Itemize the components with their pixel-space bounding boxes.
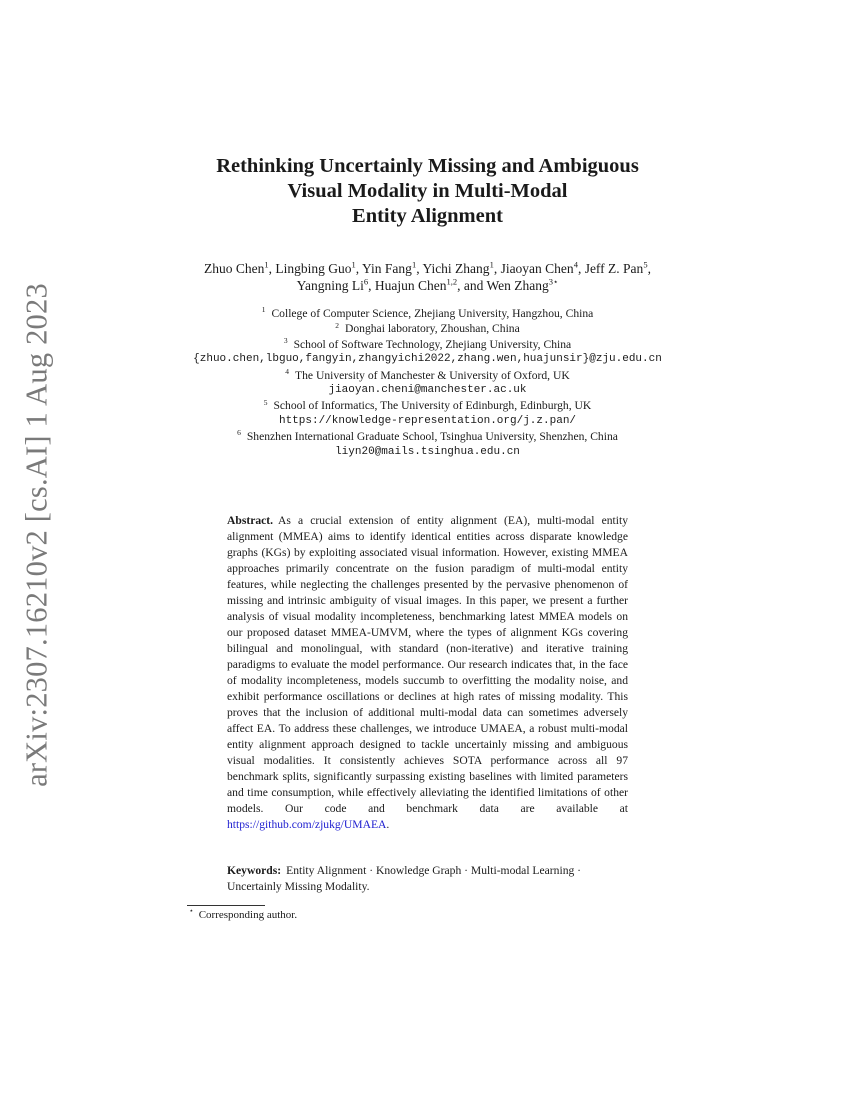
author: Jiaoyan Chen [500,261,574,276]
footnote-text: Corresponding author. [198,909,298,921]
affiliation-5-url[interactable]: https://knowledge-representation.org/j.z.pan/ [278,414,577,427]
arxiv-stamp [14,283,60,787]
footnote-mark: ⋆ [189,906,194,916]
author: Zhuo Chen [204,261,265,276]
abstract-label: Abstract. [227,514,274,527]
author-affil-mark: 4 [573,259,578,270]
author-affil-mark: 1 [411,259,417,270]
author: Jeff Z. Pan [584,261,644,276]
abstract-body: As a crucial extension of entity alignment (EA), multi-modal entity alignment (MMEA) aims to identify identical entities across disparate knowledge graphs (KGs) by exploiting associated visual information. However, existing MMEA approaches primarily concentrate on the fusion paradigm of multi-modal entity features, while neglecting the challenges presented by the pervasive phenomenon of missing and intrinsic ambiguity of visual images. In this paper, we present a further analysis of visual modality incompleteness, benchmarking latest MMEA models on our proposed dataset MMEA-UMVM, where the types of alignment KGs covering bilingual and monolingual, with standard (non-iterative) and iterative training paradigms to evaluate the model performance. Our research indicates that, in the face of modality incompleteness, models succumb to overfitting the modality noise, and exhibit performance oscillations or declines at high rates of missing modality. This proves that the inclusion of additional multi-modal data can sometimes adversely affect EA. To address these challenges, we introduce UMAEA, a robust multi-modal entity alignment approach designed to tackle uncertainly missing and ambiguous visual modalities. It consistently achieves SOTA performance across all 97 benchmark splits, significantly surpassing existing baselines with limited parameters and time consumption, while effectively alleviating the identified limitations of other models. Our code and benchmark data are available at [227,514,628,815]
author: Lingbing Guo [275,261,352,276]
affiliation-6-email[interactable]: liyn20@mails.tsinghua.edu.cn [335,445,520,458]
author: Wen Zhang [486,278,549,293]
title-line-2: Visual Modality in Multi-Modal [287,180,568,202]
keywords [227,863,628,895]
author: Yangning Li [296,278,364,293]
affiliation-6: $^6$ Shenzhen International Graduate School, Tsinghua University, Shenzhen, China [237,428,618,444]
author-affil-mark: 6 [363,276,369,287]
author-list: Zhuo Chen$^1$, Lingbing Guo$^1$, Yin Fang$^1$, Yichi Zhang$^1$, Jiaoyan Chen$^4$, Jeff Z. Pan$^5$, Yangning Li$^6$, Huajun Chen$^{1,2}$, and Wen Zhang$^{3⋆}$ [204,259,651,293]
affiliation-2: $^2$ Donghai laboratory, Zhoushan, China [335,320,520,336]
author: Yin Fang [362,261,412,276]
arxiv-stamp-text: arXiv:2307.16210v2 [cs.AI] 1 Aug 2023 [19,283,54,787]
footnote-divider [187,905,265,906]
keywords-text: Entity Alignment · Knowledge Graph · Multi-modal Learning · Uncertainly Missing Modality. [227,864,582,893]
paper-title [150,154,705,229]
author: Huajun Chen [374,278,447,293]
affiliation-4: $^4$ The University of Manchester & University of Oxford, UK [285,366,570,382]
author-affil-mark: 1,2 [446,276,458,287]
author-affil-mark: 1 [264,259,269,270]
author-affil-mark: 3⋆ [548,276,559,287]
author-affil-mark: 1 [489,259,494,270]
affiliation-3: $^3$ School of Software Technology, Zhejiang University, China [283,335,572,351]
author-affil-mark: 5 [643,259,648,270]
author-affil-mark: 1 [351,259,356,270]
affiliations [170,306,685,460]
code-link[interactable]: https://github.com/zjukg/UMAEA [227,818,387,831]
affiliation-3-email[interactable]: {zhuo.chen,lbguo,fangyin,zhangyichi2022,zhang.wen,huajunsir}@zju.edu.cn [193,353,662,366]
abstract: Abstract. As a crucial extension of entity alignment (EA), multi-modal entity alignment (MMEA) aims to identify identical entities across disparate knowledge graphs (KGs) by exploiting associated visual information. However, existing MMEA approaches primarily concentrate on the fusion paradigm of multi-modal entity features, while neglecting the challenges presented by the pervasive phenomenon of missing and intrinsic ambiguity of visual images. In this paper, we present a further analysis of visual modality incompleteness, benchmarking latest MMEA models on our proposed dataset MMEA-UMVM, where the types of alignment KGs covering bilingual and monolingual, with standard (non-iterative) and iterative training paradigms to evaluate the model performance. Our research indicates that, in the face of modality incompleteness, models succumb to overfitting the modality noise, and exhibit performance oscillations or declines at high rates of missing modality. This proves that the inclusion of additional multi-modal data can sometimes adversely affect EA. To address these challenges, we introduce UMAEA, a robust multi-modal entity alignment approach designed to tackle uncertainly missing and ambiguous visual modalities. It consistently achieves SOTA performance across all 97 benchmark splits, significantly surpassing existing baselines with limited parameters and time consumption, while effectively alleviating the identified limitations of other models. Our code and benchmark data are available at https://github.com/zjukg/UMAEA. [227,514,628,831]
affiliation-4-email[interactable]: jiaoyan.cheni@manchester.ac.uk [328,384,527,397]
affiliation-5: $^5$ School of Informatics, The University of Edinburgh, Edinburgh, UK [263,397,592,413]
footnote [189,908,297,922]
keywords-label: Keywords: [227,864,282,877]
author: Yichi Zhang [422,261,490,276]
title-line-1: Rethinking Uncertainly Missing and Ambiguous [216,155,639,177]
title-line-3: Entity Alignment [352,205,503,227]
affiliation-1: $^1$ College of Computer Science, Zhejiang University, Hangzhou, China [261,305,594,320]
